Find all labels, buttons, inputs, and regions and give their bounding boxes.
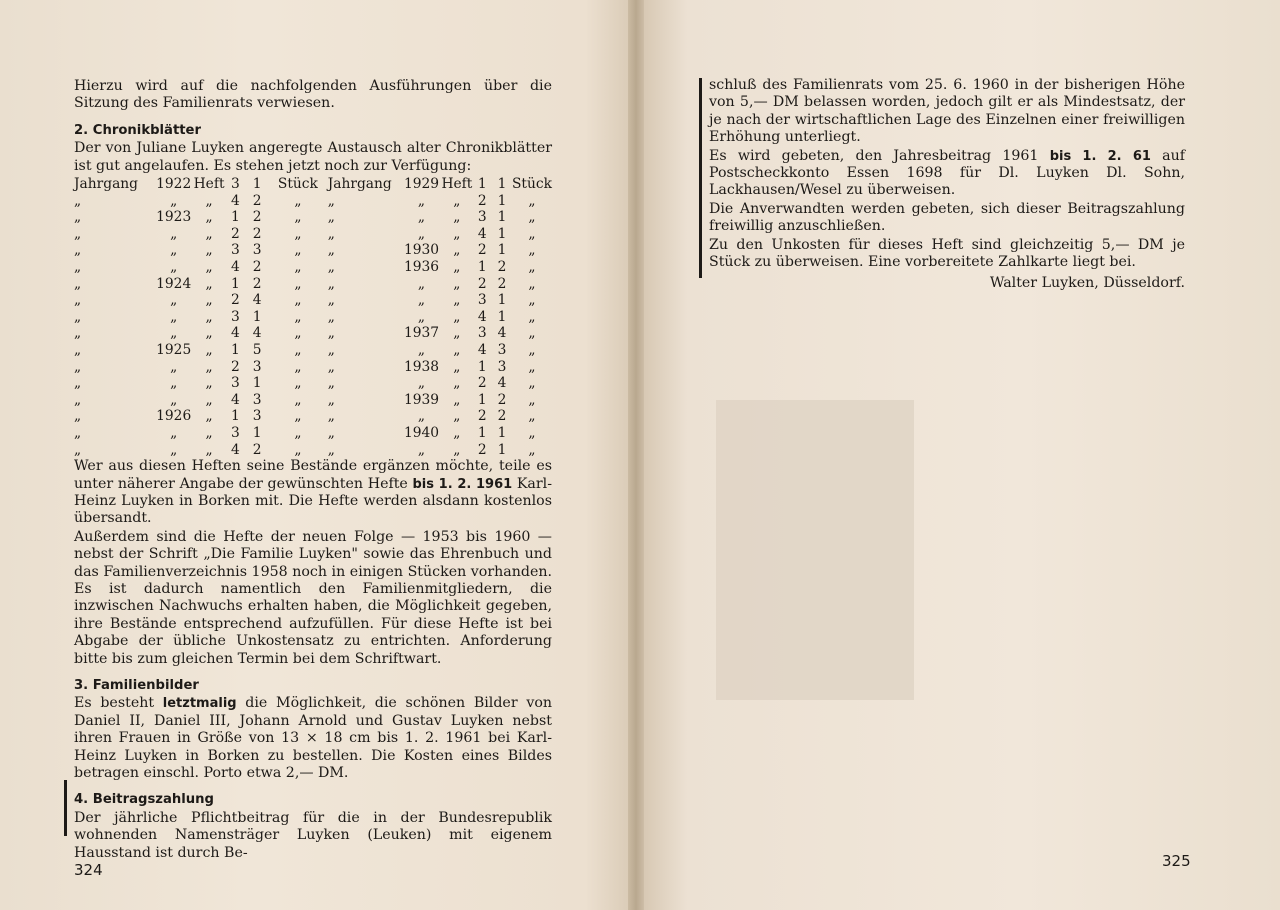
issues-cell-heft2: „: [453, 325, 461, 342]
issues-cell-a: 2: [231, 225, 240, 242]
issues-cell-a2: 1: [477, 358, 487, 375]
issues-cell-heft2: „: [453, 209, 461, 226]
issues-cell-a: 4: [231, 192, 240, 209]
issues-cell-year2: „: [417, 341, 426, 358]
issues-cell-unit: „: [294, 325, 302, 342]
issues-cell-label2: „: [327, 275, 335, 292]
issues-cell-a: 1: [231, 408, 240, 425]
issues-cell-year2: „: [417, 292, 426, 309]
issues-cell-unit2: „: [528, 292, 536, 309]
issues-cell-year: 1926: [156, 408, 192, 425]
section-heading-familienbilder: 3. Familienbilder: [74, 678, 199, 693]
signature: Walter Luyken, Düsseldorf.: [989, 275, 1185, 292]
issues-cell-label: Jahrgang: [74, 176, 139, 193]
issues-cell-label: „: [74, 242, 82, 259]
issues-cell-b2: 2: [497, 408, 507, 425]
issues-cell-b2: 1: [497, 441, 507, 458]
page-number-right: 325: [1162, 852, 1191, 870]
issues-cell-heft: „: [205, 225, 213, 242]
book-gutter: [628, 0, 644, 910]
issues-cell-b: 2: [252, 192, 262, 209]
issues-cell-heft: „: [205, 242, 213, 259]
issues-cell-unit: „: [294, 192, 302, 209]
issues-cell-year: „: [170, 259, 178, 275]
issues-cell-label2: „: [327, 391, 335, 408]
issues-cell-label2: „: [327, 441, 335, 458]
issues-cell-b: 2: [252, 275, 262, 292]
issues-cell-label2: „: [327, 408, 335, 425]
issues-cell-a2: 2: [477, 375, 487, 392]
issues-cell-a: 3: [231, 308, 240, 325]
issues-cell-b2: 1: [497, 308, 507, 325]
issues-cell-label2: „: [327, 341, 335, 358]
issues-cell-a: 1: [231, 341, 240, 358]
issues-cell-unit2: „: [528, 391, 536, 408]
issues-cell-label2: „: [327, 325, 335, 342]
issues-cell-b2: 1: [497, 225, 507, 242]
issues-cell-year: „: [170, 391, 178, 408]
issues-row: [74, 342, 552, 359]
issues-cell-a2: 2: [477, 192, 487, 209]
issues-cell-label2: „: [327, 424, 335, 441]
issues-cell-unit2: Stück: [511, 176, 552, 193]
issues-row: [74, 408, 552, 425]
issues-cell-heft2: „: [453, 259, 461, 275]
issues-cell-year: 1922: [156, 176, 192, 193]
issues-cell-label2: „: [327, 375, 335, 392]
issues-cell-year2: 1929: [403, 176, 440, 193]
issues-cell-b2: 4: [497, 325, 507, 342]
issues-cell-b2: 1: [497, 292, 507, 309]
issues-cell-a2: 2: [477, 275, 487, 292]
issues-cell-label: „: [74, 275, 82, 292]
issues-cell-year: „: [170, 225, 178, 242]
neue-folge-paragraph: Außerdem sind die Hefte der neuen Folge — 1953 bis 1960 — nebst der Schrift „Die Familie Luyken" sowie das Ehrenbuch und das Familienverzeichnis 1958 noch in einigen Stücken vorhanden. Es ist dadurch namentlich den Familienmitgliedern, die inzwischen Nachwuchs erhalten haben, die Möglichkeit gegeben, ihre Bestände entsprechend aufzufüllen. Für diese Hefte ist bei Abgabe der übliche Unkostensatz zu entrichten. Anforderung bitte bis zum gleichen Termin bei dem Schriftwart.: [74, 528, 552, 667]
issues-cell-a: 4: [231, 391, 240, 408]
issues-cell-year2: „: [417, 209, 426, 226]
issues-cell-b2: 1: [497, 192, 507, 209]
issues-cell-label2: Jahrgang: [327, 176, 392, 193]
issues-cell-unit: „: [294, 259, 302, 275]
page-number-left: 324: [74, 861, 103, 879]
issues-cell-unit2: „: [528, 408, 536, 425]
issues-cell-label: „: [74, 259, 82, 275]
issues-cell-label2: „: [327, 259, 335, 275]
issues-row: [74, 309, 552, 326]
issues-cell-unit: „: [294, 391, 302, 408]
issues-cell-year: „: [170, 325, 178, 342]
issues-cell-b2: 3: [497, 358, 507, 375]
issues-cell-b2: 1: [497, 424, 507, 441]
issues-cell-b2: 4: [497, 375, 507, 392]
issues-row: [74, 176, 552, 193]
margin-bar-left: [64, 780, 67, 836]
issues-cell-unit2: „: [528, 424, 536, 441]
issues-cell-b2: 2: [497, 275, 507, 292]
unkosten-paragraph: Zu den Unkosten für dieses Heft sind gleichzeitig 5,— DM je Stück zu überweisen. Eine vorbereitete Zahlkarte liegt bei.: [709, 236, 1185, 271]
issues-cell-a2: 1: [477, 424, 487, 441]
issues-cell-heft2: „: [453, 242, 461, 259]
issues-cell-heft2: „: [453, 358, 461, 375]
issues-cell-unit2: „: [528, 441, 536, 458]
issues-cell-heft: „: [205, 192, 213, 209]
issues-table: [74, 176, 552, 458]
issues-cell-b: 1: [252, 375, 262, 392]
issues-cell-a: 3: [231, 375, 240, 392]
issues-cell-heft: „: [205, 275, 213, 292]
issues-cell-unit2: „: [528, 242, 536, 259]
issues-cell-unit: „: [294, 408, 302, 425]
issues-cell-heft: „: [205, 292, 213, 309]
issues-cell-a2: 2: [477, 408, 487, 425]
section-heading-chronikblaetter: 2. Chronikblätter: [74, 122, 202, 138]
bleed-through-photo: [716, 400, 914, 700]
issues-row: [74, 242, 552, 259]
issues-cell-label2: „: [327, 308, 335, 325]
issues-cell-year: „: [170, 441, 178, 458]
issues-cell-unit: „: [294, 209, 302, 226]
issues-cell-heft2: „: [453, 375, 461, 392]
issues-cell-heft: „: [205, 209, 213, 226]
issues-cell-unit2: „: [528, 325, 536, 342]
issues-cell-a: 4: [231, 325, 240, 342]
issues-cell-year2: „: [417, 375, 426, 392]
issues-row: [74, 276, 552, 293]
issues-cell-label: „: [74, 391, 82, 408]
issues-cell-unit2: „: [528, 192, 536, 209]
issues-cell-b2: 2: [497, 391, 507, 408]
issues-row: [74, 325, 552, 342]
issues-cell-unit2: „: [528, 209, 536, 226]
issues-cell-year: 1923: [156, 209, 192, 226]
issues-cell-heft2: „: [453, 292, 461, 309]
beitragszahlung-paragraph: Der jährliche Pflichtbeitrag für die in der Bundesrepublik wohnenden Namensträger Luyken (Leuken) mit eigenem Hausstand ist durch Be-: [74, 809, 552, 861]
issues-cell-year2: „: [417, 275, 426, 292]
issues-cell-heft2: „: [453, 441, 461, 458]
issues-cell-unit2: „: [528, 358, 536, 375]
issues-cell-year: 1924: [156, 275, 192, 292]
issues-cell-label: „: [74, 441, 82, 458]
issues-cell-year2: „: [417, 192, 426, 209]
issues-cell-heft: „: [205, 325, 213, 342]
issues-cell-unit2: „: [528, 375, 536, 392]
issues-cell-a2: 3: [477, 292, 487, 309]
issues-cell-unit2: „: [528, 308, 536, 325]
issues-cell-a: 4: [231, 259, 240, 275]
issues-cell-label2: „: [327, 242, 335, 259]
issues-cell-unit2: „: [528, 275, 536, 292]
issues-cell-year: „: [170, 308, 178, 325]
issues-cell-year2: „: [417, 308, 426, 325]
issues-cell-heft2: „: [453, 308, 461, 325]
issues-cell-unit: „: [294, 424, 302, 441]
issues-cell-unit: „: [294, 341, 302, 358]
issues-cell-a2: 4: [477, 225, 487, 242]
issues-cell-heft2: Heft: [441, 176, 473, 193]
issues-cell-a: 3: [231, 176, 240, 193]
issues-cell-label: „: [74, 225, 82, 242]
issues-cell-a: 3: [231, 242, 240, 259]
issues-cell-label: „: [74, 408, 82, 425]
issues-cell-unit2: „: [528, 259, 536, 275]
issues-cell-label: „: [74, 341, 82, 358]
issues-cell-a: 2: [231, 358, 240, 375]
issues-cell-label: „: [74, 308, 82, 325]
issues-cell-year: „: [170, 292, 178, 309]
issues-cell-b: 1: [252, 308, 262, 325]
issues-cell-heft2: „: [453, 424, 461, 441]
issues-cell-unit2: „: [528, 225, 536, 242]
issues-cell-heft: „: [205, 408, 213, 425]
issues-cell-a2: 2: [477, 441, 487, 458]
issues-cell-b: 2: [252, 209, 262, 226]
issues-cell-year2: 1940: [403, 424, 440, 441]
issues-cell-a2: 1: [477, 391, 487, 408]
familienrat-paragraph: schluß des Familienrats vom 25. 6. 1960 in der bisherigen Höhe von 5,— DM belassen worden, jedoch gilt er als Mindestsatz, der je nach der wirtschaftlichen Lage des Einzelnen einer freiwilligen Erhöhung unterliegt.: [709, 77, 1185, 146]
issues-cell-heft2: „: [453, 275, 461, 292]
issues-cell-b: 3: [252, 358, 262, 375]
issues-row: [74, 209, 552, 226]
issues-cell-b: 2: [252, 225, 262, 242]
issues-cell-heft: „: [205, 391, 213, 408]
issues-cell-heft2: „: [453, 341, 461, 358]
issues-cell-heft: „: [205, 308, 213, 325]
issues-cell-heft: „: [205, 259, 213, 275]
issues-cell-b: 1: [252, 176, 262, 193]
issues-row: [74, 425, 552, 442]
issues-cell-heft2: „: [453, 391, 461, 408]
issues-cell-b2: 2: [497, 259, 507, 275]
issues-cell-year: „: [170, 358, 178, 375]
issues-cell-b: 2: [252, 441, 262, 458]
issues-cell-a: 3: [231, 424, 240, 441]
issues-cell-year2: 1936: [403, 259, 440, 275]
issues-cell-b2: 1: [497, 209, 507, 226]
issues-cell-b: 4: [252, 292, 262, 309]
issues-cell-b: 3: [252, 242, 262, 259]
issues-cell-label: „: [74, 375, 82, 392]
issues-cell-label: „: [74, 192, 82, 209]
section-heading-beitragszahlung: 4. Beitragszahlung: [74, 792, 214, 808]
issues-cell-b: 2: [252, 259, 262, 275]
anverwandten-paragraph: Die Anverwandten werden gebeten, sich dieser Beitragszahlung freiwillig anzuschließen.: [709, 200, 1185, 235]
issues-cell-a2: 3: [477, 325, 487, 342]
chronik-order-paragraph: Wer aus diesen Heften seine Bestände ergänzen möchte, teile es unter näherer Angabe der gewünschten Hefte bis 1. 2. 1961 Karl-Heinz Luyken in Borken mit. Die Hefte werden alsdann kostenlos übersandt.: [74, 458, 553, 527]
issues-cell-year: „: [170, 375, 178, 392]
issues-cell-label2: „: [327, 225, 335, 242]
issues-cell-unit: „: [294, 275, 302, 292]
issues-cell-heft2: „: [453, 225, 461, 242]
issues-cell-unit: „: [294, 292, 302, 309]
issues-cell-a2: 1: [477, 176, 487, 193]
issues-cell-year: „: [170, 242, 178, 259]
issues-cell-b: 1: [252, 424, 262, 441]
issues-cell-unit2: „: [528, 341, 536, 358]
issues-cell-heft: „: [205, 375, 213, 392]
issues-cell-unit: „: [294, 358, 302, 375]
issues-cell-a: 1: [231, 209, 240, 226]
jahresbeitrag-paragraph: Es wird gebeten, den Jahresbeitrag 1961 bis 1. 2. 61 auf Postscheckkonto Essen 1698 für Dl. Luyken Dl. Sohn, Lackhausen/Wesel zu überweisen.: [709, 147, 1185, 199]
issues-cell-label: „: [74, 358, 82, 375]
issues-cell-heft: Heft: [193, 176, 225, 193]
issues-cell-year2: 1938: [403, 358, 440, 375]
issues-cell-a: 4: [231, 441, 240, 458]
issues-row: [74, 392, 552, 409]
issues-cell-b: 5: [252, 341, 262, 358]
issues-cell-label2: „: [327, 192, 335, 209]
issues-cell-year: „: [170, 424, 178, 441]
issues-cell-unit: „: [294, 225, 302, 242]
issues-cell-a2: 4: [477, 308, 487, 325]
chronik-intro: Der von Juliane Luyken angeregte Austausch alter Chronikblätter ist gut angelaufen. Es stehen jetzt noch zur Verfügung:: [74, 140, 552, 174]
familienbilder-paragraph: Es besteht letztmalig die Möglichkeit, die schönen Bilder von Daniel II, Daniel III, Johann Arnold und Gustav Luyken nebst ihren Frauen in Größe von 13 × 18 cm bis 1. 2. 1961 bei Karl-Heinz Luyken in Borken zu bestellen. Die Kosten eines Bildes betragen einschl. Porto etwa 2,— DM.: [74, 695, 553, 782]
issues-cell-label2: „: [327, 358, 335, 375]
issues-cell-label: „: [74, 325, 82, 342]
issues-cell-unit: Stück: [277, 176, 318, 193]
right-page-text: [709, 77, 1185, 294]
issues-cell-a2: 3: [477, 209, 487, 226]
issues-cell-b2: 1: [497, 176, 507, 193]
issues-cell-b2: 3: [497, 341, 507, 358]
issues-row: [74, 292, 552, 309]
issues-cell-heft2: „: [453, 408, 461, 425]
issues-cell-label2: „: [327, 209, 335, 226]
issues-cell-label2: „: [327, 292, 335, 309]
issues-cell-year2: „: [417, 408, 426, 425]
issues-cell-year2: „: [417, 441, 426, 458]
issues-cell-year2: 1930: [403, 242, 440, 259]
issues-cell-a: 2: [231, 292, 240, 309]
issues-cell-heft: „: [205, 358, 213, 375]
issues-row: [74, 442, 552, 459]
issues-row: [74, 226, 552, 243]
margin-bar-right: [699, 78, 702, 278]
intro-paragraph: Hierzu wird auf die nachfolgenden Ausführungen über die Sitzung des Familienrats verwiesen.: [74, 78, 552, 112]
issues-cell-b: 3: [252, 408, 262, 425]
issues-cell-label: „: [74, 209, 82, 226]
issues-cell-year: „: [170, 192, 178, 209]
issues-row: [74, 359, 552, 376]
issues-cell-b: 4: [252, 325, 262, 342]
issues-cell-unit: „: [294, 375, 302, 392]
issues-cell-a: 1: [231, 275, 240, 292]
issues-cell-year2: 1937: [403, 325, 440, 342]
issues-row: [74, 193, 552, 210]
issues-cell-a2: 2: [477, 242, 487, 259]
issues-cell-unit: „: [294, 242, 302, 259]
issues-cell-a2: 4: [477, 341, 487, 358]
issues-cell-b: 3: [252, 391, 262, 408]
issues-cell-unit: „: [294, 441, 302, 458]
issues-cell-unit: „: [294, 308, 302, 325]
issues-cell-heft: „: [205, 341, 213, 358]
issues-cell-label: „: [74, 424, 82, 441]
issues-cell-heft: „: [205, 441, 213, 458]
issues-cell-b2: 1: [497, 242, 507, 259]
issues-cell-year2: 1939: [403, 391, 440, 408]
issues-cell-heft: „: [205, 424, 213, 441]
issues-cell-a2: 1: [477, 259, 487, 275]
issues-cell-heft2: „: [453, 192, 461, 209]
issues-row: [74, 259, 552, 276]
issues-cell-year: 1925: [156, 341, 192, 358]
issues-cell-label: „: [74, 292, 82, 309]
left-page-text: [74, 78, 552, 863]
issues-row: [74, 375, 552, 392]
issues-cell-year2: „: [417, 225, 426, 242]
